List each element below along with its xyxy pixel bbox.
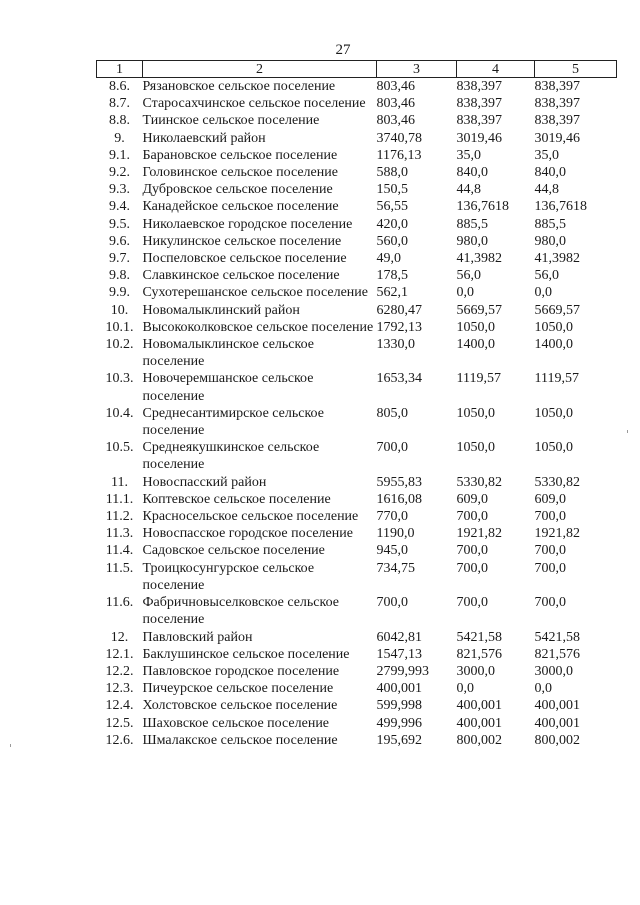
row-name: Новочеремшанское сельское поселение xyxy=(142,371,314,404)
budget-table xyxy=(96,60,617,749)
value-col-5: 700,0 xyxy=(534,595,566,611)
row-number: 12.6. xyxy=(105,732,134,748)
value-col-3: 499,996 xyxy=(376,715,422,731)
value-col-4: 800,002 xyxy=(456,732,502,748)
value-col-3: 734,75 xyxy=(376,560,415,576)
value-col-3: 700,0 xyxy=(376,440,408,456)
row-number: 10.1. xyxy=(105,319,134,335)
row-name: Садовское сельское поселение xyxy=(142,543,325,559)
value-col-4: 3000,0 xyxy=(456,663,495,679)
value-col-4: 1050,0 xyxy=(456,440,495,456)
value-col-3: 1792,13 xyxy=(376,319,422,335)
row-name: Поспеловское сельское поселение xyxy=(142,251,347,267)
value-col-5: 700,0 xyxy=(534,543,566,559)
row-name: Павловский район xyxy=(142,629,253,645)
value-col-5: 840,0 xyxy=(534,165,566,181)
value-col-3: 803,46 xyxy=(376,79,415,94)
row-number: 11. xyxy=(111,474,128,490)
value-col-4: 821,576 xyxy=(456,646,502,662)
row-name: Рязановское сельское поселение xyxy=(142,79,336,94)
table-row xyxy=(97,732,617,749)
value-col-3: 6280,47 xyxy=(376,302,422,318)
value-col-5: 838,397 xyxy=(534,79,580,94)
value-col-3: 400,001 xyxy=(376,681,422,697)
row-name: Головинское сельское поселение xyxy=(142,165,338,181)
table-row xyxy=(97,646,617,663)
row-name: Красносельское сельское поселение xyxy=(142,509,359,525)
table-row xyxy=(97,560,617,594)
value-col-5: 1119,57 xyxy=(534,371,579,387)
value-col-3: 5955,83 xyxy=(376,474,422,490)
scan-speck xyxy=(10,744,11,747)
column-header-5: 5 xyxy=(535,61,617,78)
value-col-3: 805,0 xyxy=(376,405,408,421)
value-col-5: 400,001 xyxy=(534,698,580,714)
value-col-5: 5421,58 xyxy=(534,629,580,645)
value-col-5: 56,0 xyxy=(534,268,559,284)
value-col-4: 0,0 xyxy=(456,285,474,301)
value-col-4: 980,0 xyxy=(456,233,488,249)
value-col-3: 1176,13 xyxy=(376,147,422,163)
column-header-1: 1 xyxy=(97,61,143,78)
value-col-4: 885,5 xyxy=(456,216,488,232)
table-row xyxy=(97,336,617,370)
value-col-5: 1050,0 xyxy=(534,440,573,456)
row-name: Среднеякушкинское сельское поселение xyxy=(142,440,320,473)
value-col-4: 5421,58 xyxy=(456,629,502,645)
table-row xyxy=(97,629,617,646)
value-col-3: 195,692 xyxy=(376,732,422,748)
value-col-4: 838,397 xyxy=(456,96,502,112)
table-row xyxy=(97,216,617,233)
table-row xyxy=(97,284,617,301)
row-number: 9.8. xyxy=(109,268,130,284)
row-number: 11.5. xyxy=(105,560,134,576)
value-col-4: 700,0 xyxy=(456,509,488,525)
row-number: 8.8. xyxy=(109,113,130,129)
value-col-3: 803,46 xyxy=(376,96,415,112)
value-col-3: 56,55 xyxy=(376,199,408,215)
table-row xyxy=(97,95,617,112)
table-row xyxy=(97,181,617,198)
value-col-3: 150,5 xyxy=(376,182,408,198)
value-col-5: 44,8 xyxy=(534,182,559,198)
row-name: Коптевское сельское поселение xyxy=(142,491,331,507)
value-col-4: 400,001 xyxy=(456,715,502,731)
row-number: 9.9. xyxy=(109,285,130,301)
value-col-5: 3000,0 xyxy=(534,663,573,679)
value-col-4: 1050,0 xyxy=(456,319,495,335)
row-number: 9. xyxy=(114,130,125,146)
value-col-3: 945,0 xyxy=(376,543,408,559)
row-name: Старосахчинское сельское поселение xyxy=(142,96,366,112)
value-col-3: 6042,81 xyxy=(376,629,422,645)
value-col-5: 1921,82 xyxy=(534,526,580,542)
value-col-5: 1050,0 xyxy=(534,319,573,335)
table-row xyxy=(97,491,617,508)
value-col-4: 5669,57 xyxy=(456,302,502,318)
row-name: Сухотерешанское сельское поселение xyxy=(142,285,368,301)
table-row xyxy=(97,164,617,181)
row-name: Среднесантимирское сельское поселение xyxy=(142,405,324,439)
row-number: 11.3. xyxy=(105,526,134,542)
row-number: 8.6. xyxy=(109,79,130,94)
table-row xyxy=(97,405,617,439)
value-col-5: 885,5 xyxy=(534,216,566,232)
value-col-5: 700,0 xyxy=(534,560,566,576)
value-col-5: 980,0 xyxy=(534,233,566,249)
row-name: Барановское сельское поселение xyxy=(142,147,338,163)
table-row xyxy=(97,370,617,404)
table-row xyxy=(97,525,617,542)
value-col-5: 35,0 xyxy=(534,147,559,163)
value-col-4: 1400,0 xyxy=(456,337,495,353)
value-col-4: 1921,82 xyxy=(456,526,502,542)
value-col-5: 3019,46 xyxy=(534,130,580,146)
row-number: 9.7. xyxy=(109,251,130,267)
row-number: 9.2. xyxy=(109,165,130,181)
value-col-3: 1547,13 xyxy=(376,646,422,662)
value-col-5: 41,3982 xyxy=(534,251,580,267)
value-col-4: 136,7618 xyxy=(456,199,509,215)
value-col-5: 5669,57 xyxy=(534,302,580,318)
value-col-3: 1616,08 xyxy=(376,491,422,507)
row-number: 10.5. xyxy=(105,440,134,456)
value-col-4: 5330,82 xyxy=(456,474,502,490)
row-name: Баклушинское сельское поселение xyxy=(142,646,350,662)
value-col-4: 700,0 xyxy=(456,543,488,559)
table-row xyxy=(97,680,617,697)
value-col-3: 178,5 xyxy=(376,268,408,284)
row-number: 12.3. xyxy=(105,681,134,697)
row-name: Никулинское сельское поселение xyxy=(142,233,342,249)
value-col-5: 1400,0 xyxy=(534,337,573,353)
value-col-3: 770,0 xyxy=(376,509,408,525)
value-col-3: 3740,78 xyxy=(376,130,422,146)
value-col-3: 49,0 xyxy=(376,251,401,267)
row-number: 9.1. xyxy=(109,147,130,163)
row-name: Новоспасское городское поселение xyxy=(142,526,353,542)
value-col-5: 400,001 xyxy=(534,715,580,731)
value-col-4: 838,397 xyxy=(456,79,502,94)
row-name: Холстовское сельское поселение xyxy=(142,698,338,714)
table-row xyxy=(97,508,617,525)
value-col-4: 0,0 xyxy=(456,681,474,697)
row-name: Высококолковское сельское поселение xyxy=(142,319,374,335)
row-number: 8.7. xyxy=(109,96,130,112)
table-row xyxy=(97,302,617,319)
table-header-row xyxy=(97,61,617,78)
table-row xyxy=(97,233,617,250)
value-col-4: 3019,46 xyxy=(456,130,502,146)
row-number: 9.6. xyxy=(109,233,130,249)
row-number: 10.4. xyxy=(105,405,134,421)
row-name: Шаховское сельское поселение xyxy=(142,715,330,731)
row-number: 12.2. xyxy=(105,663,134,679)
value-col-3: 420,0 xyxy=(376,216,408,232)
row-name: Николаевское городское поселение xyxy=(142,216,353,232)
row-name: Фабричновыселковское сельское поселение xyxy=(142,595,339,628)
row-name: Шмалакское сельское поселение xyxy=(142,732,338,748)
row-name: Славкинское сельское поселение xyxy=(142,268,340,284)
table-row xyxy=(97,319,617,336)
table-row xyxy=(97,198,617,215)
column-header-3: 3 xyxy=(377,61,457,78)
value-col-5: 5330,82 xyxy=(534,474,580,490)
value-col-4: 41,3982 xyxy=(456,251,502,267)
table-row xyxy=(97,130,617,147)
value-col-5: 1050,0 xyxy=(534,405,573,421)
value-col-4: 400,001 xyxy=(456,698,502,714)
value-col-5: 609,0 xyxy=(534,491,566,507)
row-number: 12. xyxy=(110,629,129,645)
value-col-5: 838,397 xyxy=(534,113,580,129)
row-number: 12.4. xyxy=(105,698,134,714)
value-col-5: 800,002 xyxy=(534,732,580,748)
row-number: 10. xyxy=(110,302,129,318)
row-number: 11.1. xyxy=(105,491,134,507)
row-name: Новомалыклинский район xyxy=(142,302,300,318)
table-row xyxy=(97,439,617,473)
value-col-5: 136,7618 xyxy=(534,199,587,215)
value-col-4: 1119,57 xyxy=(456,371,501,387)
value-col-3: 1190,0 xyxy=(376,526,415,542)
value-col-4: 56,0 xyxy=(456,268,481,284)
row-number: 11.4. xyxy=(105,543,134,559)
row-name: Тиинское сельское поселение xyxy=(142,113,320,129)
table-row xyxy=(97,697,617,714)
row-number: 9.3. xyxy=(109,182,130,198)
value-col-4: 1050,0 xyxy=(456,405,495,421)
row-number: 11.2. xyxy=(105,509,134,525)
value-col-3: 560,0 xyxy=(376,233,408,249)
value-col-3: 599,998 xyxy=(376,698,422,714)
value-col-3: 1653,34 xyxy=(376,371,422,387)
table-row xyxy=(97,147,617,164)
row-name: Новоспасский район xyxy=(142,474,267,490)
table-row xyxy=(97,474,617,491)
value-col-4: 609,0 xyxy=(456,491,488,507)
value-col-4: 35,0 xyxy=(456,147,481,163)
table-row xyxy=(97,594,617,628)
row-number: 11.6. xyxy=(105,595,134,611)
row-number: 9.4. xyxy=(109,199,130,215)
row-name: Николаевский район xyxy=(142,130,266,146)
row-name: Троицкосунгурское сельское поселение xyxy=(142,560,315,593)
value-col-4: 840,0 xyxy=(456,165,488,181)
value-col-3: 700,0 xyxy=(376,595,408,611)
column-header-2: 2 xyxy=(143,61,377,78)
value-col-3: 1330,0 xyxy=(376,337,415,353)
value-col-4: 700,0 xyxy=(456,595,488,611)
row-name: Канадейское сельское поселение xyxy=(142,199,339,215)
value-col-3: 562,1 xyxy=(376,285,408,301)
column-header-4: 4 xyxy=(457,61,535,78)
table-row xyxy=(97,542,617,559)
table-row xyxy=(97,663,617,680)
table-body xyxy=(97,78,617,749)
value-col-5: 0,0 xyxy=(534,285,552,301)
row-name: Павловское городское поселение xyxy=(142,663,340,679)
row-name: Дубровское сельское поселение xyxy=(142,182,333,198)
row-number: 12.1. xyxy=(105,646,134,662)
row-number: 9.5. xyxy=(109,216,130,232)
value-col-4: 838,397 xyxy=(456,113,502,129)
row-name: Пичеурское сельское поселение xyxy=(142,681,334,697)
page-number: 27 xyxy=(335,42,351,58)
value-col-3: 588,0 xyxy=(376,165,408,181)
table-row xyxy=(97,715,617,732)
row-number: 10.2. xyxy=(105,337,134,353)
row-name: Новомалыклинское сельское поселение xyxy=(142,337,314,370)
scan-speck xyxy=(627,430,628,433)
value-col-5: 0,0 xyxy=(534,681,552,697)
value-col-5: 700,0 xyxy=(534,509,566,525)
value-col-3: 803,46 xyxy=(376,113,415,129)
row-number: 12.5. xyxy=(105,715,134,731)
value-col-4: 700,0 xyxy=(456,560,488,576)
value-col-5: 838,397 xyxy=(534,96,580,112)
table-row xyxy=(97,78,617,96)
value-col-4: 44,8 xyxy=(456,182,481,198)
value-col-5: 821,576 xyxy=(534,646,580,662)
table-row xyxy=(97,250,617,267)
row-number: 10.3. xyxy=(105,371,134,387)
table-row xyxy=(97,267,617,284)
value-col-3: 2799,993 xyxy=(376,663,429,679)
table-row xyxy=(97,112,617,129)
